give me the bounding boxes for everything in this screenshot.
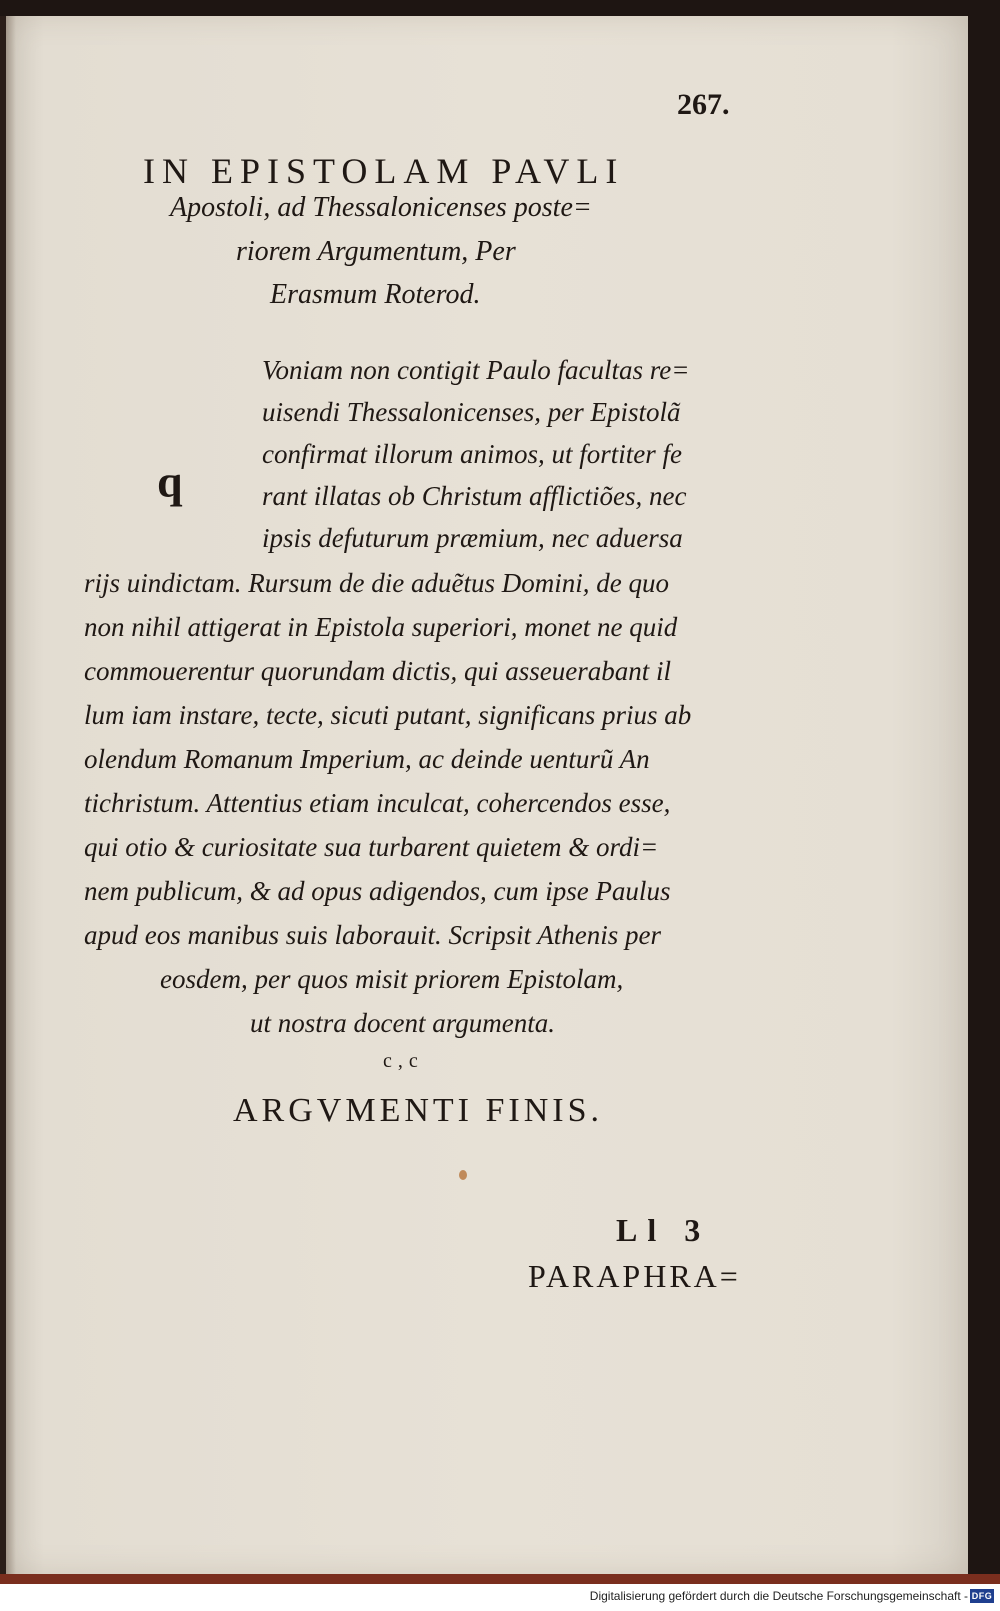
- page-number: 267.: [677, 88, 730, 121]
- footer-bar: [0, 1584, 1000, 1611]
- body-line: eosdem, per quos misit priorem Epistolam,: [160, 964, 624, 994]
- body-line: tichristum. Attentius etiam inculcat, cohercendos esse,: [84, 788, 671, 818]
- body-line: confirmat illorum animos, ut fortiter fe: [262, 439, 683, 469]
- body-line: nem publicum, & ad opus adigendos, cum ipse Paulus: [84, 876, 671, 906]
- printer-ornament: [459, 1170, 467, 1180]
- title-line-2: Apostoli, ad Thessalonicenses poste=: [170, 192, 592, 223]
- page-bottom-edge: [0, 1574, 1000, 1584]
- body-line: non nihil attigerat in Epistola superiori, monet ne quid: [84, 612, 678, 642]
- separator-ornament: c,c: [383, 1050, 424, 1072]
- body-line: qui otio & curiositate sua turbarent quietem & ordi=: [84, 832, 659, 862]
- footer-credit: Digitalisierung gefördert durch die Deutsche Forschungsgemeinschaft -: [589, 1589, 968, 1603]
- drop-cap: q: [157, 456, 183, 507]
- signature-mark: Ll 3: [616, 1212, 711, 1248]
- body-line: rijs uindictam. Rursum de die aduẽtus Domini, de quo: [84, 568, 669, 598]
- body-line: lum iam instare, tecte, sicuti putant, significans prius ab: [84, 700, 692, 730]
- body-line: ut nostra docent argumenta.: [250, 1008, 555, 1038]
- title-line-1: IN EPISTOLAM PAVLI: [143, 151, 625, 191]
- body-line: apud eos manibus suis laborauit. Scripsit Athenis per: [84, 920, 662, 950]
- body-line: commouerentur quorundam dictis, qui asseuerabant il: [84, 656, 671, 686]
- body-line: rant illatas ob Christum afflictiões, nec: [262, 481, 687, 511]
- body-line: olendum Romanum Imperium, ac deinde uenturũ An: [84, 744, 650, 774]
- page-fold-shadow: [6, 16, 16, 1574]
- catchword: PARAPHRA=: [528, 1258, 741, 1294]
- body-line: ipsis defuturum præmium, nec aduersa: [262, 523, 683, 553]
- argument-finis: ARGVMENTI FINIS.: [233, 1092, 603, 1129]
- body-line: Voniam non contigit Paulo facultas re=: [262, 355, 690, 385]
- title-line-4: Erasmum Roterod.: [270, 279, 481, 310]
- body-line: uisendi Thessalonicenses, per Epistolã: [262, 397, 681, 427]
- dfg-logo-icon: DFG: [971, 1591, 993, 1601]
- title-line-3: riorem Argumentum, Per: [236, 236, 516, 267]
